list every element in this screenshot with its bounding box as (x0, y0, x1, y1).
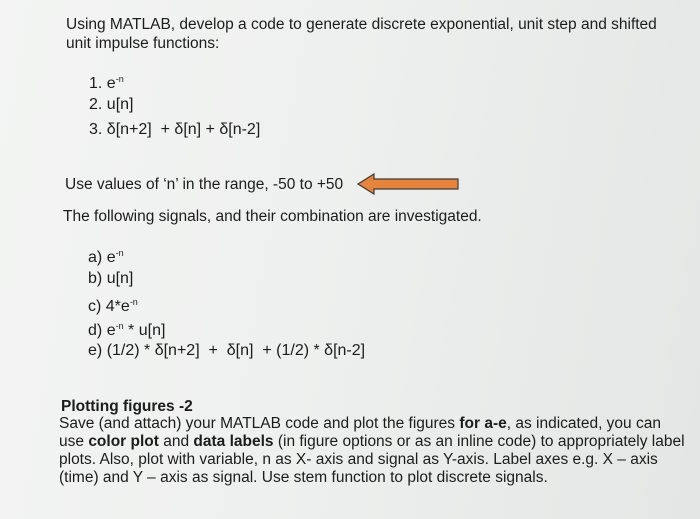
list1-item-1 (89, 70, 124, 93)
list1-number: 2. (89, 96, 103, 113)
list1-number: 1. (89, 75, 103, 92)
list2-label: a) (88, 249, 103, 266)
list2-expr: $e^{-n}$ (106, 248, 124, 266)
list1-expr: u[n] (106, 96, 134, 113)
list2-expr: u[n] (106, 270, 134, 287)
list1-number: 3. (89, 121, 103, 138)
range-text: Use values of ‘n’ in the range, -50 to +50 (65, 176, 344, 193)
list1-expr: $e^{-n}$ (106, 74, 124, 92)
following-text: The following signals, and their combination are investigated. (63, 208, 482, 225)
list2-label: d) (88, 322, 103, 339)
list2-label: e) (88, 342, 103, 359)
plotting-paragraph: Save (and attach) your MATLAB code and plot the figures for a-e, as indicated, you can use color plot and data labels (in figure options or as an inline code) to appropriately label plots. Also, plot with variable, n as X- axis and signal as Y-axis. Label axes e.g. X – axis (time) and Y – axis as signal. Use stem function to plot discrete signals. (59, 415, 685, 486)
left-arrow-icon (356, 171, 462, 197)
list2-expr: (1/2) * δ[n+2] + δ[n] + (1/2) * δ[n-2] (106, 342, 366, 359)
intro-line-1: Using MATLAB, develop a code to generate discrete exponential, unit step and shifted (66, 16, 657, 33)
intro-line-2: unit impulse functions: (66, 35, 220, 52)
list2-label: b) (88, 270, 103, 287)
list2-expr: $4*e^{-n}$ (105, 297, 138, 315)
list2-expr: $e^{-n} * u[n]$ (106, 321, 166, 339)
list1-item-2 (89, 95, 133, 114)
list2-item-d (88, 317, 165, 340)
plotting-title: Plotting figures -2 (61, 398, 193, 415)
list2-item-b (88, 269, 133, 288)
list2-item-a (88, 244, 124, 267)
list1-item-3 (89, 120, 260, 139)
list1-expr: δ[n+2] + δ[n] + δ[n-2] (106, 121, 261, 138)
intro-paragraph (66, 15, 657, 53)
list2-label: c) (88, 298, 102, 315)
list2-item-c (88, 293, 138, 316)
list2-item-e (88, 341, 365, 360)
